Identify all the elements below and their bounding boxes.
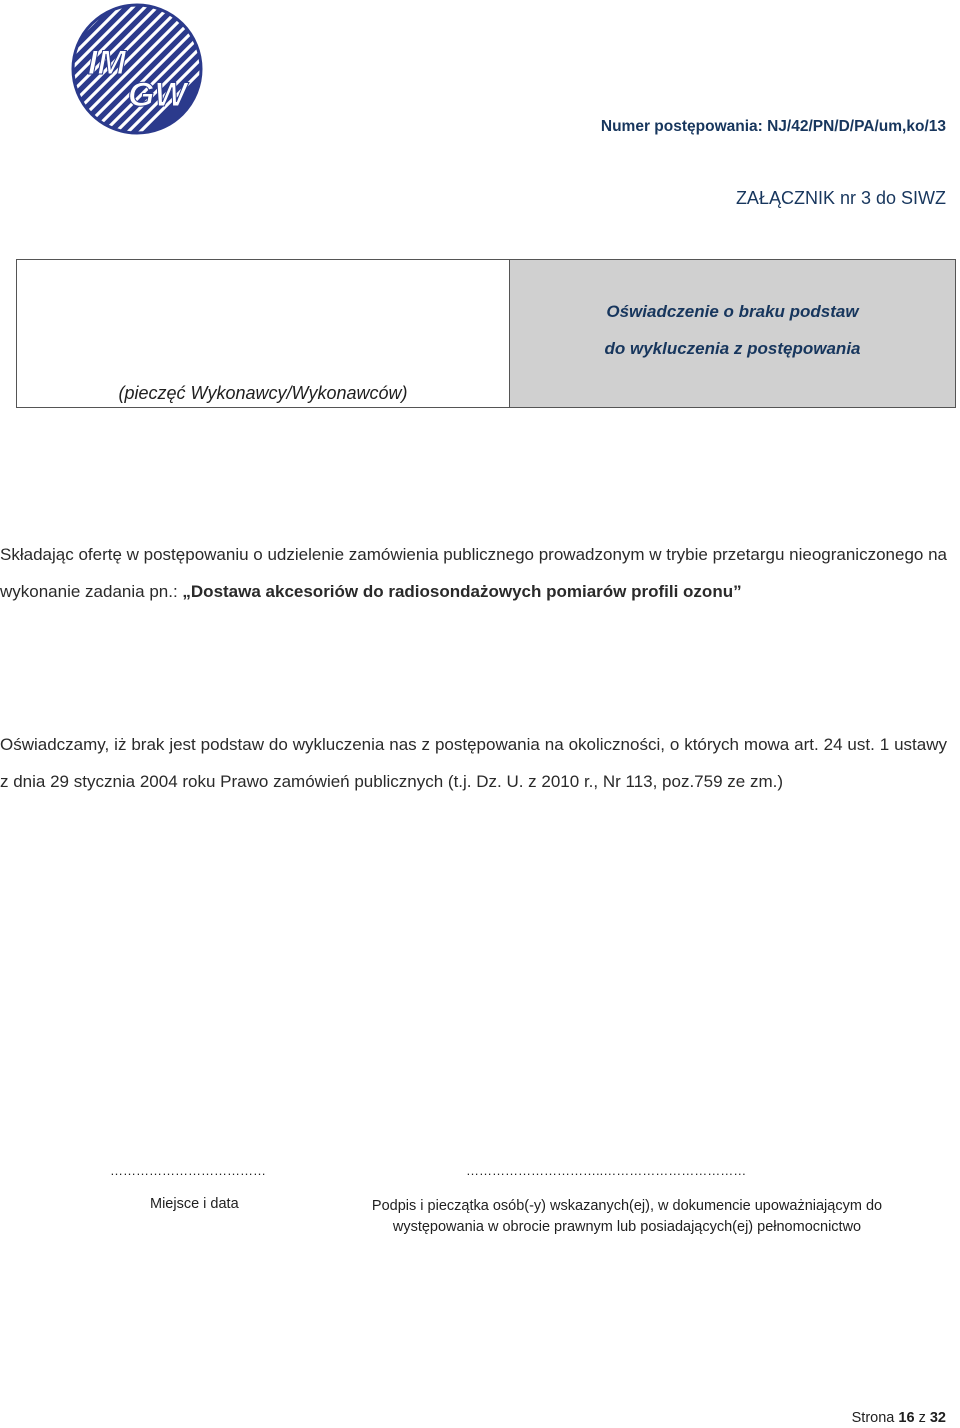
form-header-table (16, 259, 956, 408)
page-separator: z (918, 1410, 926, 1426)
attachment-label: ZAŁĄCZNIK nr 3 do SIWZ (735, 188, 946, 208)
procedure-number: Numer postępowania: NJ/42/PN/D/PA/um,ko/13 (600, 118, 946, 135)
svg-text:IM: IM (88, 44, 126, 82)
offer-paragraph (0, 536, 947, 610)
page-number (852, 1410, 946, 1426)
offer-subject: „Dostawa akcesoriów do radiosondażowych pomiarów profili ozonu” (182, 582, 742, 601)
declaration-paragraph: Oświadczamy, iż brak jest podstaw do wykluczenia nas z postępowania na okoliczności, o których mowa art. 24 ust. 1 ustawy z dnia 29 stycznia 2004 roku Prawo zamówień publicznych (t.j. Dz. U. z 2010 r., Nr 113, poz.759 ze zm.) (0, 735, 947, 791)
page-current: 16 (898, 1410, 915, 1426)
place-date-signature-line: ……………………………… (110, 1163, 266, 1178)
offer-intro-text: Składając ofertę w postępowaniu o udzielenie zamówienia publicznego prowadzonym w trybie przetargu nieograniczonego na wykonanie zadania pn.: (0, 545, 947, 601)
place-date-label: Miejsce i data (150, 1196, 239, 1212)
contractor-stamp-label: (pieczęć Wykonawcy/Wykonawców) (118, 383, 408, 403)
signature-label: Podpis i pieczątka osób(-y) wskazanych(ej), w dokumencie upoważniającym do występowania w obrocie prawnym lub posiadających(ej) pełnomocnictwo (371, 1198, 883, 1235)
document-title-line-2: do wykluczenia z postępowania (604, 339, 861, 358)
document-title-cell (510, 260, 955, 407)
signature-line: …………………………..…………………………… (466, 1163, 747, 1178)
imgw-logo (70, 2, 204, 136)
contractor-stamp-cell (17, 260, 510, 407)
svg-text:GW: GW (128, 76, 187, 114)
document-title-line-1: Oświadczenie o braku podstaw (606, 302, 859, 321)
page-prefix: Strona (851, 1410, 895, 1426)
page-total: 32 (929, 1410, 946, 1426)
